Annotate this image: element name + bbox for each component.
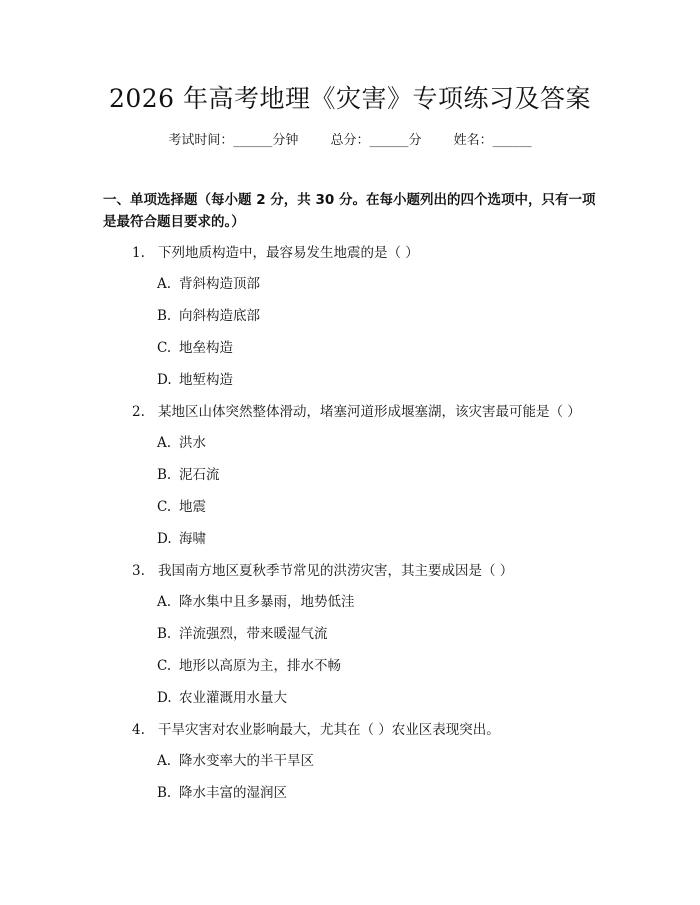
exam-info-line	[0, 131, 700, 151]
option-text: 洋流强烈，带来暖湿气流	[179, 626, 328, 642]
option-letter: B.	[157, 308, 172, 324]
question-3-option-b	[157, 625, 328, 643]
option-text: 地震	[179, 499, 206, 515]
total-score-field: 总分：______分	[330, 133, 422, 148]
question-2	[132, 403, 581, 421]
question-1-option-d	[157, 371, 233, 389]
question-number: 4.	[132, 722, 145, 738]
exam-time-field: 考试时间：______分钟	[168, 133, 299, 148]
option-letter: A.	[157, 435, 172, 451]
option-text: 降水丰富的湿润区	[179, 785, 287, 801]
option-letter: A.	[157, 594, 172, 610]
question-text: 干旱灾害对农业影响最大，尤其在（ ）农业区表现突出。	[158, 722, 500, 738]
option-letter: B.	[157, 785, 172, 801]
option-letter: C.	[157, 658, 172, 674]
question-1-option-a	[157, 275, 260, 293]
option-letter: D.	[157, 690, 172, 706]
option-letter: B.	[157, 467, 172, 483]
option-text: 地形以高原为主，排水不畅	[179, 658, 341, 674]
option-text: 农业灌溉用水量大	[179, 690, 287, 706]
question-1-option-c	[157, 339, 233, 357]
question-3-option-d	[157, 689, 287, 707]
student-name-field: 姓名：______	[453, 133, 532, 148]
option-text: 洪水	[179, 435, 206, 451]
option-letter: C.	[157, 340, 172, 356]
option-text: 泥石流	[179, 467, 220, 483]
question-4-option-a	[157, 752, 314, 770]
question-text: 某地区山体突然整体滑动，堵塞河道形成堰塞湖，该灾害最可能是（ ）	[158, 404, 581, 420]
option-text: 向斜构造底部	[179, 308, 260, 324]
option-letter: D.	[157, 531, 172, 547]
question-2-option-c	[157, 498, 206, 516]
question-text: 我国南方地区夏秋季节常见的洪涝灾害，其主要成因是（ ）	[158, 563, 514, 579]
option-text: 降水变率大的半干旱区	[179, 753, 314, 769]
question-2-option-d	[157, 530, 206, 548]
question-text: 下列地质构造中，最容易发生地震的是（ ）	[158, 245, 419, 261]
option-text: 海啸	[179, 531, 206, 547]
question-3-option-c	[157, 657, 341, 675]
question-2-option-b	[157, 466, 220, 484]
question-number: 3.	[132, 563, 145, 579]
document-title: 2026 年高考地理《灾害》专项练习及答案	[108, 84, 592, 113]
option-letter: D.	[157, 372, 172, 388]
question-4-option-b	[157, 784, 287, 802]
section-heading: 一、单项选择题（每小题 2 分，共 30 分。在每小题列出的四个选项中，只有一项是最符合题目要求的。）	[103, 192, 596, 230]
option-text: 背斜构造顶部	[179, 276, 260, 292]
option-letter: C.	[157, 499, 172, 515]
question-number: 2.	[132, 404, 145, 420]
option-text: 降水集中且多暴雨，地势低洼	[179, 594, 355, 610]
option-letter: A.	[157, 276, 172, 292]
question-1	[132, 244, 419, 262]
option-letter: B.	[157, 626, 172, 642]
question-4	[132, 721, 500, 739]
question-3-option-a	[157, 593, 355, 611]
option-text: 地垒构造	[179, 340, 233, 356]
option-letter: A.	[157, 753, 172, 769]
option-text: 地堑构造	[179, 372, 233, 388]
question-2-option-a	[157, 434, 206, 452]
question-number: 1.	[132, 245, 145, 261]
question-1-option-b	[157, 307, 260, 325]
question-3	[132, 562, 513, 580]
